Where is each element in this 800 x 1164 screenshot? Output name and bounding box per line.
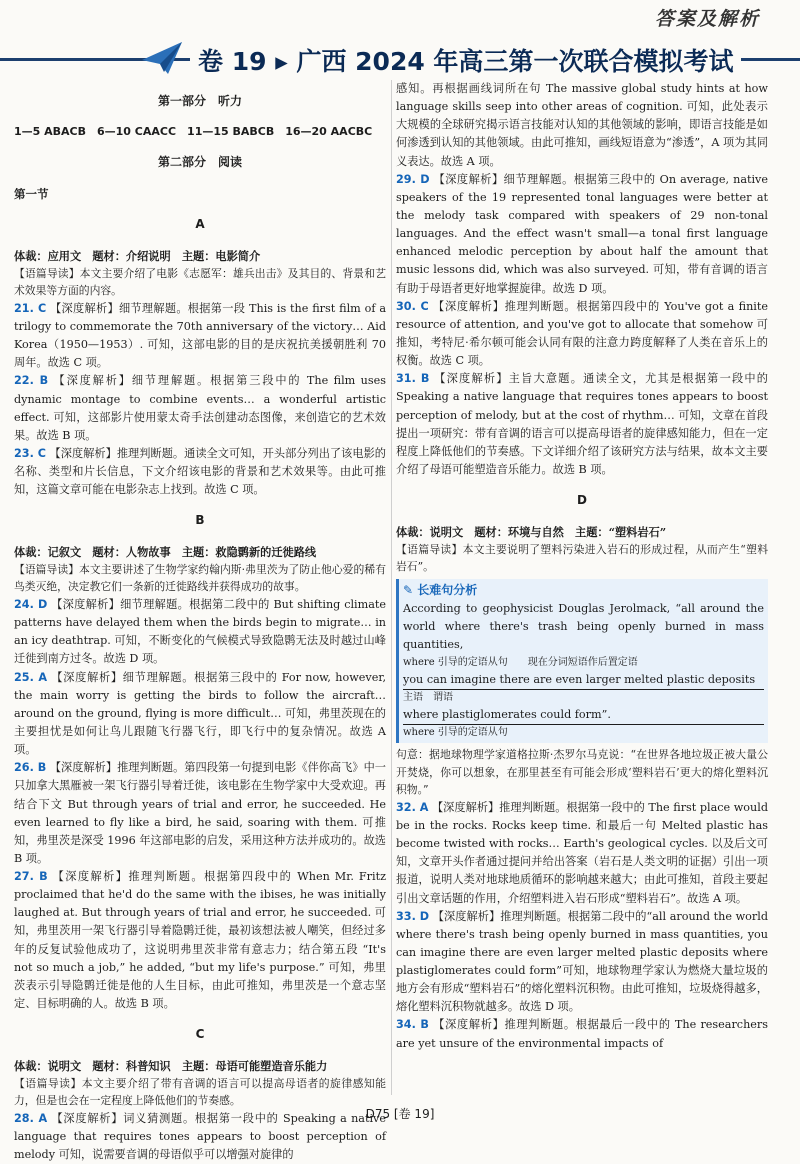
q34-text: 【深度解析】推理判断题。根据最后一段中的 The researchers are yet unsure of the environmental impacts of (396, 1018, 768, 1050)
section1-heading: 第一节 (14, 186, 49, 201)
q21-analysis (14, 300, 386, 373)
analysis-sentence-2: you can imagine there are even larger melted plastic deposits (403, 671, 764, 690)
q28-continued: 感知。再根据画线词所在句 The massive global study hints at how language skills seep into other areas of cognition. 可知，此处表示大规模的全球研究揭示语言技能对认知的其他领域的影响，即语言技能是如何渗透到认知的其他领域。由此可推知，画线短语意为“渗透”，A 项为其同义表达。故选 A 项。 (396, 82, 768, 168)
q22-text: 【深度解析】细节理解题。根据第三段中的 The film uses dynamic montage to combine events… a wonderful artistic effect. 可知，这部影片使用蒙太奇手法创建动态图像，来创造它的艺术效果。故选 B 项。 (14, 374, 386, 442)
q23-analysis (14, 445, 386, 499)
q29-text: 【深度解析】细节理解题。根据第三段中的 On average, native speakers of the 19 represented tonal languages were better at the melody task compared with speakers of 29 non-tonal languages. And the effect wasn't small—a tonal first language enhanced melodic perception by about half the amount that music lessons did, which was also surveyed. 可知，带有音调的语言有助于母语者更好地掌握旋律。故选 D 项。 (396, 172, 769, 295)
q27-number: 27. B (14, 870, 48, 884)
passage-b-guide: 【语篇导读】本文主要讲述了生物学家约翰内斯·弗里茨为了防止他心爱的稀有鸟类灭绝，决定教它们一条新的迁徙路线并获得成功的故事。 (14, 562, 386, 594)
q25-analysis (14, 669, 386, 760)
q32-text: 【深度解析】推理判断题。根据第一段中的 The first place would be in the rocks. Rocks keep time. 和最后一句 Melted plastic has become twisted with rocks… Earth's geological cycles. 以及后文可知，文章开头作者通过提问并给出答案（岩石是人类文明的证据）引出一项报道，说明人类对地球地质循环的影响越来越大；由此可推知，首段主要起引出文章话题的作用，介绍塑料进入岩石形成“塑料岩石”。故选 A 项。 (396, 800, 768, 905)
q27-analysis (14, 868, 386, 1013)
q30-number: 30. C (396, 299, 429, 313)
q25-text: 【深度解析】细节理解题。根据第三段中的 For now, however, the main worry is getting the birds to follow the aircraft… around on the ground, flying is more difficult… 可知，弗里茨现在的主要担忧是如何让鸟儿跟随飞行器飞行，即飞行中的复杂情况。故选 A 项。 (14, 670, 387, 757)
q28-text: 【深度解析】词义猜测题。根据第一段中的 Speaking a native language that requires tones appears to boost perception of melody 可知，说需要音调的母语似乎可以增强对旋律的 (14, 1111, 386, 1162)
q25-number: 25. A (14, 670, 48, 684)
q29-analysis (396, 171, 768, 298)
q33-text: 【深度解析】推理判断题。根据第二段中的“all around the world where there's trash being openly burned in mass quantities, you can imagine there are even larger melted plastic deposits where plastiglomerates could form”可知，地球物理学家认为燃烧大量垃圾的地方会有形成“塑料岩石”的熔化塑料沉积物。由此可推知，垃圾烧得越多，熔化塑料沉积物就越多。故选 D 项。 (396, 909, 769, 1014)
passage-b-meta: 体裁：记叙文 题材：人物故事 主题：救隐鹮新的迁徙路线 (14, 544, 317, 559)
passage-a-guide: 【语篇导读】本文主要介绍了电影《志愿军：雄兵出击》及其目的、背景和艺术效果等方面的内容。 (14, 266, 386, 298)
sentence-analysis-title: ✎ 长难句分析 (403, 582, 478, 597)
passage-c-meta: 体裁：说明文 题材：科普知识 主题：母语可能塑造音乐能力 (14, 1058, 328, 1073)
paper-plane-icon (140, 38, 184, 78)
page-footer: D75 [卷 19] (365, 1107, 435, 1121)
analysis-sentence-3: where plastiglomerates could form”. (403, 706, 764, 725)
passage-b-heading: B (195, 513, 205, 528)
q23-number: 23. C (14, 446, 46, 460)
passage-a-heading: A (195, 217, 205, 232)
analysis-label-1: where 引导的定语从句 现在分词短语作后置定语 (403, 656, 638, 668)
q28-number: 28. A (14, 1111, 48, 1125)
left-column (14, 80, 386, 1164)
q31-number: 31. B (396, 372, 430, 386)
q32-number: 32. A (396, 800, 429, 814)
q30-text: 【深度解析】推理判断题。根据第四段中的 You've got a finite resource of attention, and you've got to allocate that somehow 可推知，考特尼·希尔顿可能会认同有限的注意力跨度解释了人类在音乐上的权衡。故选 C 项。 (396, 299, 768, 368)
part2-heading: 第二部分 阅读 (157, 155, 242, 170)
q30-analysis (396, 298, 768, 371)
passage-d-guide: 【语篇导读】本文主要说明了塑料污染进入岩石的形成过程，从而产生“塑料岩石”。 (396, 542, 768, 574)
q23-text: 【深度解析】推理判断题。通读全文可知，开头部分列出了该电影的名称、类型和片长信息，下文介绍该电影的背景和艺术效果等。由此可推知，这篇文章可能在电影杂志上找到。故选 C 项。 (14, 446, 386, 497)
sentence-translation: 句意：据地球物理学家道格拉斯·杰罗尔马克说：“在世界各地垃圾正被大量公开焚烧，你可以想象，在那里甚至有可能会形成‘塑料岩石’更大的熔化塑料沉积物。” (396, 748, 768, 797)
q24-number: 24. D (14, 597, 48, 611)
passage-d-heading: D (577, 493, 587, 508)
q33-number: 33. D (396, 909, 430, 923)
passage-a-meta: 体裁：应用文 题材：介绍说明 主题：电影简介 (14, 248, 261, 263)
q32-analysis (396, 799, 768, 908)
right-column (396, 80, 768, 1053)
passage-c-heading: C (195, 1027, 205, 1042)
q33-analysis (396, 908, 768, 1017)
sentence-analysis-box (396, 579, 768, 744)
page-title: 卷 19 ▸ 广西 2024 年高三第一次联合模拟考试 (190, 42, 741, 78)
passage-d-meta: 体裁：说明文 题材：环境与自然 主题：“塑料岩石” (396, 524, 667, 539)
q22-number: 22. B (14, 374, 49, 388)
q22-analysis (14, 372, 386, 445)
q26-number: 26. B (14, 761, 47, 775)
title-bar (0, 38, 800, 82)
sentence-analysis-title-text: 长难句分析 (417, 582, 478, 597)
q31-text: 【深度解析】主旨大意题。通读全文，尤其是根据第一段中的 Speaking a native language that requires tones appears to boost perception of melody, but at the cost of rhythm… 可知，文章在首段提出一项研究：带有音调的语言可以提高母语者的旋律感知能力，但在一定程度上降低他们的节奏感。下文详细介绍了该研究方法与结果，故本文主要介绍了母语可能塑造音乐能力。故选 B 项。 (396, 372, 768, 476)
q21-number: 21. C (14, 301, 47, 315)
analysis-sentence-1: According to geophysicist Douglas Jerolmack, “all around the world where there's trash being openly burned in mass quantities, (403, 602, 764, 652)
analysis-label-2: 主语 谓语 (403, 691, 453, 703)
q24-analysis (14, 596, 386, 669)
q27-text: 【深度解析】推理判断题。根据第四段中的 When Mr. Fritz proclaimed that he'd do the same with the ibises, he was initially laughed at. But through years of trial and error, he succeeded. 可知，弗里茨用一架飞行器引导着隐鹮迁徙，最初该想法被人嘲笑，但经过多年的反复试验他成功了，这说明弗里茨非常有意志力；结合第五段 “It's not so much a job,” he added, “but my life's purpose.” 可知，弗里茨表示引导隐鹮迁徙是他的人生目标，由此可推知，弗里茨是一个意志坚定、目标明确的人。故选 B 项。 (14, 870, 386, 1011)
q29-number: 29. D (396, 172, 430, 186)
q26-analysis (14, 759, 386, 868)
column-divider (391, 80, 392, 1095)
listening-answers: 1—5 ABACB 6—10 CAACC 11—15 BABCB 16—20 AACBC (14, 125, 373, 139)
passage-c-guide: 【语篇导读】本文主要介绍了带有音调的语言可以提高母语者的旋律感知能力，但是也会在一定程度上降低他们的节奏感。 (14, 1076, 386, 1108)
q24-text: 【深度解析】细节理解题。根据第二段中的 But shifting climate patterns have delayed them when the birds begin to migrate… in an icy deathtrap. 可知，不断变化的气候模式导致隐鹮无法及时越过山峰迁徙到南方过冬。故选 D 项。 (14, 597, 387, 666)
q34-number: 34. B (396, 1018, 429, 1032)
q31-analysis (396, 370, 768, 479)
q34-analysis (396, 1016, 768, 1052)
part1-heading: 第一部分 听力 (157, 94, 242, 108)
corner-label: 答案及解析 (654, 8, 760, 30)
q26-text: 【深度解析】推理判断题。第四段第一句提到电影《伴你高飞》中一只加拿大黑雁被一架飞行器引导着迁徙，该电影在生物学家中大受欢迎。再结合下文 But through years of trial and error, he succeeded. He even learned to fly like a bird, he said, soaring with them. 可推知，弗里茨是深受 1996 年这部电影的启发，采用这种方法并成功的。故选 B 项。 (14, 761, 386, 865)
analysis-label-3: where 引导的定语从句 (403, 727, 508, 739)
q21-text: 【深度解析】细节理解题。根据第一段 This is the first film of a trilogy to commemorate the 70th anniversary of the victory… Aid Korea（1950—1953）. 可知，这部电影的目的是庆祝抗美援朝胜利 70 周年。故选 C 项。 (14, 301, 386, 370)
